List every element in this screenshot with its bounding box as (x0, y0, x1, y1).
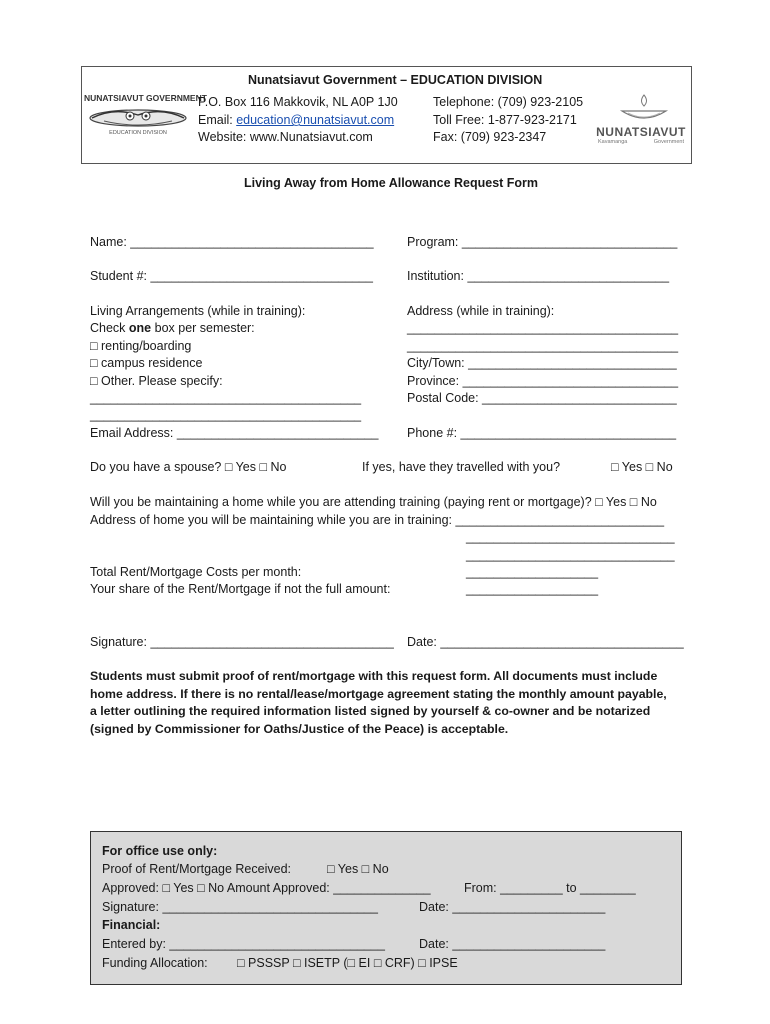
right-logo-sub-right: Government (653, 139, 684, 145)
entered-by-field[interactable]: Entered by: _______________________________ (102, 937, 385, 951)
toll-free-line: Toll Free: 1-877-923-2171 (433, 113, 577, 127)
email-address-field[interactable]: Email Address: _____________________________ (90, 426, 379, 440)
notice-line: (signed by Commissioner for Oaths/Justice of the Peace) is acceptable. (90, 721, 509, 736)
telephone-line: Telephone: (709) 923-2105 (433, 95, 584, 109)
other-specify-line-1[interactable]: _______________________________________ (90, 391, 362, 405)
renting-checkbox[interactable]: □ renting/boarding (90, 339, 192, 353)
from-to-field[interactable]: From: _________ to ________ (464, 881, 636, 895)
check-suffix: box per semester: (151, 321, 255, 335)
maintained-address-field[interactable]: Address of home you will be maintaining while you are in training: ______________________________ (90, 513, 665, 527)
funding-allocation-options[interactable]: □ PSSSP □ ISETP (□ EI □ CRF) □ IPSE (237, 956, 458, 970)
office-signature-date[interactable]: Date: ______________________ (419, 900, 606, 914)
travel-options[interactable]: □ Yes □ No (611, 460, 673, 474)
share-rent-label: Your share of the Rent/Mortgage if not the full amount: (90, 582, 391, 596)
letterhead-title: Nunatsiavut Government – EDUCATION DIVISION (248, 73, 543, 87)
owl-emblem-icon (84, 103, 192, 129)
address-label: Address (while in training): (407, 304, 555, 318)
right-logo-text: NUNATSIAVUT (596, 125, 686, 139)
lamp-flame-icon (592, 91, 690, 125)
education-division-logo (84, 93, 207, 143)
email-link[interactable]: education@nunatsiavut.com (236, 113, 395, 127)
notice-line: Students must submit proof of rent/mortgage with this request form. All documents must include (90, 669, 658, 683)
proof-notice (90, 668, 667, 738)
financial-heading: Financial: (102, 918, 161, 932)
institution-field[interactable]: Institution: _____________________________ (407, 269, 670, 283)
address-line-1[interactable]: _______________________________________ (407, 321, 679, 335)
other-checkbox[interactable]: □ Other. Please specify: (90, 374, 223, 388)
email-line (198, 113, 394, 127)
name-field[interactable]: Name: ___________________________________ (90, 235, 374, 249)
office-signature-field[interactable]: Signature: _______________________________ (102, 900, 378, 914)
other-specify-line-2[interactable]: _______________________________________ (90, 408, 362, 422)
entered-date-field[interactable]: Date: ______________________ (419, 937, 606, 951)
right-logo-subline (592, 139, 690, 145)
office-heading: For office use only: (102, 844, 218, 858)
check-one-instruction (90, 321, 255, 335)
proof-received-label: Proof of Rent/Mortgage Received: (102, 862, 291, 876)
phone-field[interactable]: Phone #: _______________________________ (407, 426, 677, 440)
address-line-2[interactable]: _______________________________________ (407, 339, 679, 353)
student-number-field[interactable]: Student #: ________________________________ (90, 269, 373, 283)
travel-question: If yes, have they travelled with you? (362, 460, 561, 474)
letterhead (81, 66, 692, 164)
maintained-address-line-3[interactable]: ______________________________ (466, 548, 675, 562)
form-title: Living Away from Home Allowance Request Form (244, 176, 539, 190)
funding-allocation-label: Funding Allocation: (102, 956, 208, 970)
check-prefix: Check (90, 321, 129, 335)
notice-line: home address. If there is no rental/lease/mortgage agreement stating the monthly amount payable, (90, 686, 667, 701)
city-field[interactable]: City/Town: ______________________________ (407, 356, 677, 370)
left-logo-text: NUNATSIAVUT GOVERNMENT (84, 93, 207, 103)
program-field[interactable]: Program: _______________________________ (407, 235, 678, 249)
office-use-box (90, 831, 682, 985)
total-rent-field[interactable]: ___________________ (466, 565, 599, 579)
share-rent-field[interactable]: ___________________ (466, 582, 599, 596)
maintained-address-line-2[interactable]: ______________________________ (466, 530, 675, 544)
mailing-address: P.O. Box 116 Makkovik, NL A0P 1J0 (198, 95, 398, 109)
right-logo-sub-left: Kavamanga (598, 139, 628, 145)
left-logo-subtext: EDUCATION DIVISION (109, 130, 167, 136)
approved-row[interactable]: Approved: □ Yes □ No Amount Approved: ______________ (102, 881, 431, 895)
maintain-home-question[interactable]: Will you be maintaining a home while you are attending training (paying rent or mortgage)? □ Yes □ No (90, 495, 657, 509)
total-rent-label: Total Rent/Mortgage Costs per month: (90, 565, 302, 579)
postal-code-field[interactable]: Postal Code: ____________________________ (407, 391, 677, 405)
notice-line: a letter outlining the required information listed signed by yourself & co-owner and be notarized (90, 704, 651, 718)
date-field[interactable]: Date: ___________________________________ (407, 635, 684, 649)
signature-field[interactable]: Signature: ___________________________________ (90, 635, 394, 649)
spouse-question[interactable]: Do you have a spouse? □ Yes □ No (90, 460, 287, 474)
nunatsiavut-government-logo (592, 91, 690, 151)
campus-residence-checkbox[interactable]: □ campus residence (90, 356, 203, 370)
living-arrangements-label: Living Arrangements (while in training): (90, 304, 306, 318)
email-label: Email: (198, 113, 237, 127)
proof-received-options[interactable]: □ Yes □ No (327, 862, 389, 876)
fax-line: Fax: (709) 923-2347 (433, 130, 547, 144)
province-field[interactable]: Province: _______________________________ (407, 374, 679, 388)
check-one-emphasis: one (128, 321, 152, 335)
website-line: Website: www.Nunatsiavut.com (198, 130, 373, 144)
